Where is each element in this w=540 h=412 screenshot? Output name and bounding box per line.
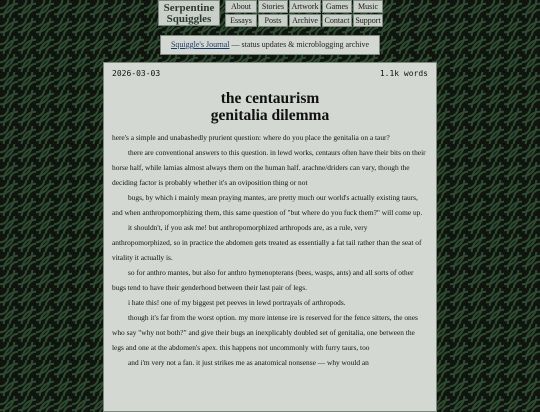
nav-music[interactable]: Music <box>353 0 383 13</box>
post-meta <box>104 63 436 78</box>
paragraph: there are conventional answers to this question. in lewd works, centaurs often have their bits on their horse half, while lamias almost always them on the human half. arachne/driders can vary, though the deciding factor is probably whether it's an oviposition thing or not <box>112 148 426 187</box>
post-date: 2026-03-03 <box>112 69 161 78</box>
journal-banner <box>160 35 380 55</box>
main-nav <box>225 0 383 27</box>
nav-stories[interactable]: Stories <box>258 0 288 13</box>
site-logo[interactable] <box>158 0 220 26</box>
nav-support[interactable]: Support <box>353 14 383 27</box>
nav-games[interactable]: Games <box>322 0 352 13</box>
paragraph: though it's far from the worst option. my more intense ire is reserved for the fence sitters, the ones who say "why not both?" and give their bugs an inexplicably doubled set of genitalia, one between the legs and one at the abdomen's apex. this happens not uncommonly with furry taurs, too <box>112 313 418 352</box>
site-header <box>0 0 540 30</box>
nav-contact[interactable]: Contact <box>322 14 352 27</box>
post-body <box>104 130 436 370</box>
nav-archive[interactable]: Archive <box>289 14 321 27</box>
paragraph: so for anthro mantes, but also for anthro hymenopterans (bees, wasps, ants) and all sorts of other bugs tend to have their genderhood between their last pair of legs. <box>112 268 414 292</box>
logo-line-1: Serpentine <box>163 2 215 14</box>
paragraph: here's a simple and unabashedly prurient question: where do you place the genitalia on a taur? <box>112 133 390 142</box>
paragraph: it shouldn't, if you ask me! but anthropomorphized arthropods are, as a rule, very anthropomorphized, so in practice the abdomen gets treated as essentially a fat tail rather than the seat of vitality it actually is. <box>112 223 422 262</box>
journal-link[interactable]: Squiggle's Journal <box>170 40 230 49</box>
post-word-count: 1.1k words <box>379 69 428 78</box>
nav-essays[interactable]: Essays <box>225 14 257 27</box>
post-card <box>103 62 437 412</box>
post-title-line-2: genitalia dilemma <box>210 107 330 124</box>
nav-about[interactable]: About <box>225 0 257 13</box>
post-title <box>104 90 436 124</box>
logo-line-2: Squiggles <box>166 13 212 25</box>
paragraph: i hate this! one of my biggest pet peeves in lewd portrayals of arthropods. <box>128 298 346 307</box>
post-title-line-1: the centaurism <box>220 90 320 107</box>
paragraph: and i'm very not a fan. it just strikes me as anatomical nonsense — why would an <box>128 358 369 367</box>
paragraph: bugs, by which i mainly mean praying mantes, are pretty much our world's actually existing taurs, and when anthropomorphizing them, this same question of "but where do you fuck them?" will come up. <box>112 193 423 217</box>
journal-tagline: — status updates & microblogging archive <box>229 40 370 49</box>
nav-artwork[interactable]: Artwork <box>289 0 321 13</box>
nav-posts[interactable]: Posts <box>258 14 288 27</box>
